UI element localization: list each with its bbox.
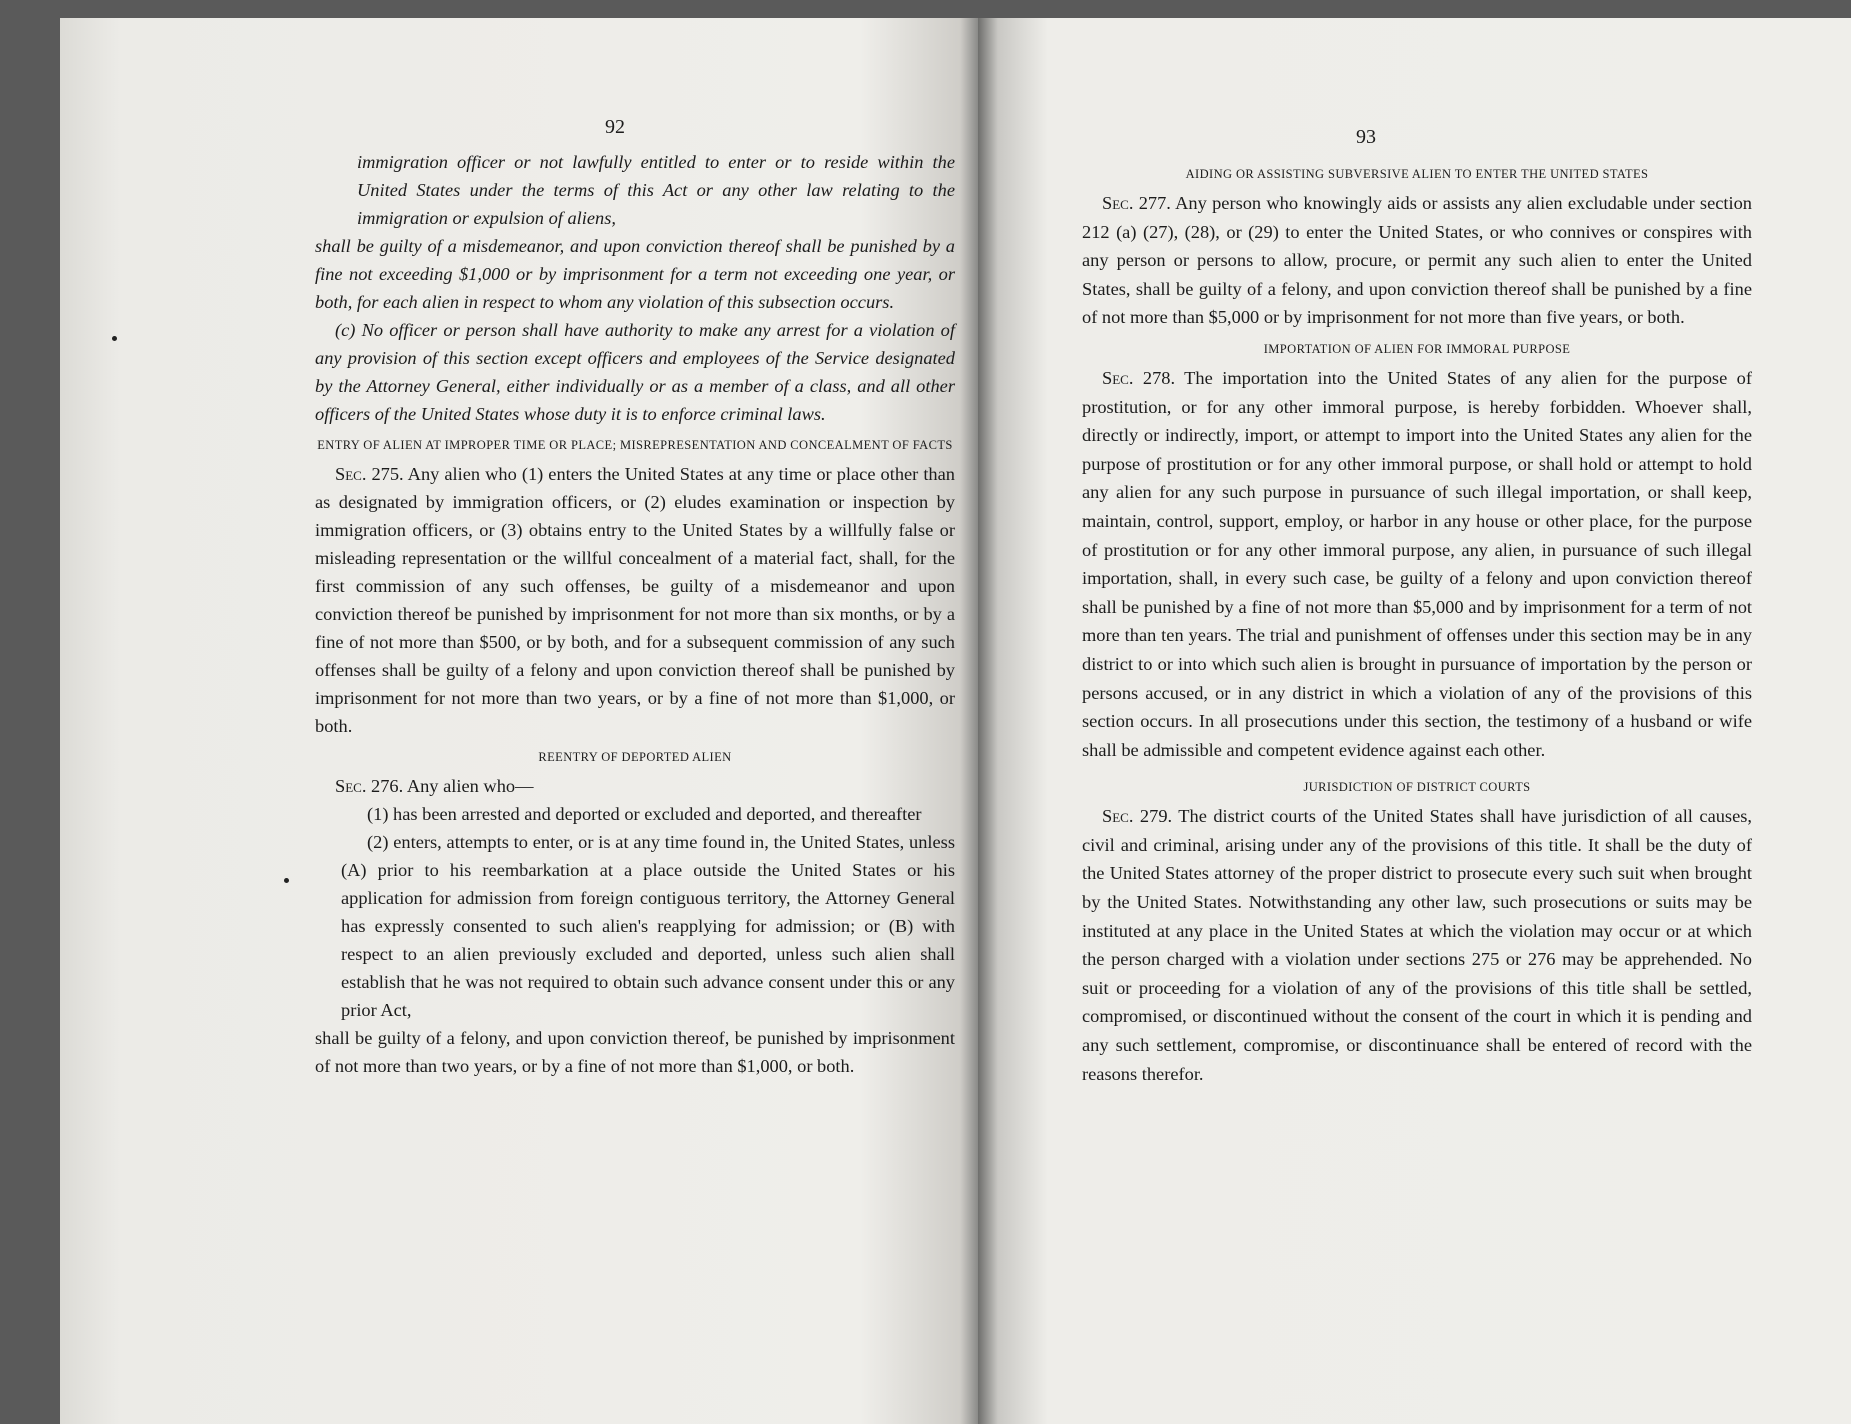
margin-mark: [112, 336, 117, 341]
left-page: [60, 18, 978, 1424]
section-heading-279: JURISDICTION OF DISTRICT COURTS: [1303, 780, 1531, 795]
section-heading-275: ENTRY OF ALIEN AT IMPROPER TIME OR PLACE; MISREPRESENTATION AND CONCEALMENT OF FACTS: [317, 438, 953, 452]
section-heading-277: AIDING OR ASSISTING SUBVERSIVE ALIEN TO ENTER THE UNITED STATES: [1185, 167, 1649, 181]
section-label: Sec. 276.: [335, 776, 404, 796]
section-text: The importation into the United States of any alien for the purpose of prostitution, or for any other immoral purpose, is hereby forbidden. Whoever shall, directly or indirectly, import, or attempt to import into the United States any alien for the purpose of prostitution or for any other immoral purpose, or shall hold or attempt to hold any alien for any such purpose in pursuance of such illegal importation, or shall keep, maintain, control, support, employ, or harbor in any house or other place, for the purpose of prostitution or for any other immoral purpose, any alien, in pursuance of such illegal importation, shall, in every such case, be guilty of a felony and upon conviction thereof shall be punished by a fine of not more than $5,000 and by imprisonment for a term of not more than ten years. The trial and punishment of offenses under this section may be in any district to or into which such alien is brought in pursuance of importation by the person or persons accused, or in any district in which a violation of any of the provisions of this section occurs. In all prosecutions under this section, the testimony of a husband or wife shall be admissible and competent evidence against each other.: [1082, 367, 1752, 760]
section-label: Sec. 279.: [1102, 806, 1173, 827]
section-text: Any alien who (1) enters the United States at any time or place other than as designated by immigration officers, or (2) eludes examination or inspection by immigration officers, or (3) obtains entry to the United States by a willfully false or misleading representation or the willful concealment of a material fact, shall, for the first commission of any such offenses, be guilty of a misdemeanor and upon conviction thereof be punished by imprisonment for not more than six months, or by a fine of not more than $500, or by both, and for a subsequent commission of any such offenses shall be guilty of a felony and upon conviction thereof shall be punished by imprisonment for not more than two years, or by a fine of not more than $1,000, or both.: [315, 464, 955, 736]
section-277: [1082, 189, 1752, 332]
section-text: Any person who knowingly aids or assists any alien excludable under section 212 (a) (27), (28), or (29) to enter the United States, or who connives or conspires with any person or persons to allow, procure, or permit any such alien to enter the United States, shall be guilty of a felony, and upon conviction thereof shall be punished by a fine of not more than $5,000 or by imprisonment for not more than five years, or both.: [1082, 193, 1753, 328]
page-number-left: 92: [605, 116, 625, 138]
right-page: [978, 18, 1851, 1424]
margin-mark: [284, 878, 289, 883]
section-label: Sec. 278.: [1102, 367, 1176, 388]
section-text: Any alien who—: [406, 776, 534, 796]
section-276: [315, 772, 955, 800]
right-column: [1082, 163, 1752, 1088]
section-heading-278: IMPORTATION OF ALIEN FOR IMMORAL PURPOSE: [1263, 341, 1571, 356]
paragraph-penalty: shall be guilty of a misdemeanor, and upon conviction thereof shall be punished by a fine not exceeding $1,000 or by imprisonment for a term not exceeding one year, or both, for each alien in respect to whom any violation of this subsection occurs.: [315, 236, 955, 312]
section-label: Sec. 277.: [1102, 193, 1171, 213]
section-276-item-2: (2) enters, attempts to enter, or is at any time found in, the United States, unless (A) prior to his reembarkation at a place outside the United States or his application for admission from foreign contiguous territory, the Attorney General has expressly consented to such alien's reapplying for admission; or (B) with respect to an alien previously excluded and deported, unless such alien shall establish that he was not required to obtain such advance consent under this or any prior Act,: [341, 832, 955, 1020]
section-276-tail: shall be guilty of a felony, and upon conviction thereof, be punished by imprisonment of not more than two years, or by a fine of not more than $1,000, or both.: [315, 1028, 955, 1076]
page-number-right: 93: [1356, 126, 1376, 148]
section-heading-276: REENTRY OF DEPORTED ALIEN: [538, 750, 732, 764]
section-label: Sec. 275.: [335, 464, 404, 484]
left-column: [315, 148, 955, 1080]
paragraph-continuation: immigration officer or not lawfully entitled to enter or to reside within the United States under the terms of this Act or any other law relating to the immigration or expulsion of aliens,: [357, 152, 955, 228]
section-279: [1082, 802, 1752, 1088]
section-text: The district courts of the United States shall have jurisdiction of all causes, civil and criminal, arising under any of the provisions of this title. It shall be the duty of the United States attorney of the proper district to prosecute every such suit when brought by the United States. Notwithstanding any other law, such prosecutions or suits may be instituted at any place in the United States at which the violation may occur or at which the person charged with a violation under sections 275 or 276 may be apprehended. No suit or proceeding for a violation of any of the provisions of this title shall be settled, compromised, or discontinued without the consent of the court in which it is pending and any such settlement, compromise, or discontinuance shall be entered of record with the reasons therefor.: [1082, 806, 1752, 1084]
paragraph-subsection-c: (c) No officer or person shall have authority to make any arrest for a violation of any provision of this section except officers and employees of the Service designated by the Attorney General, either individually or as a member of a class, and all other officers of the United States whose duty it is to enforce criminal laws.: [315, 320, 955, 424]
section-276-item-1: (1) has been arrested and deported or excluded and deported, and thereafter: [367, 804, 922, 824]
section-278: [1082, 364, 1752, 764]
section-275: [315, 460, 955, 740]
